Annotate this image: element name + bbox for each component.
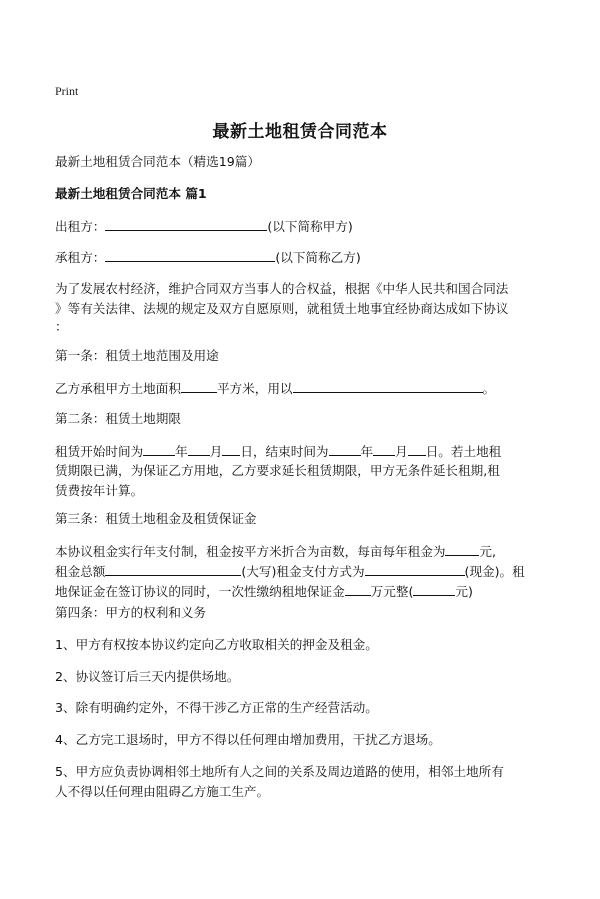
article-4-item-5-line-2: 人不得以任何理由阻碍乙方施工生产。 <box>55 784 270 799</box>
article-2-text-end: 日。若土地租 <box>425 444 502 459</box>
deposit-unit-label: 万元整( <box>370 584 414 599</box>
article-2-title: 第二条：租赁土地期限 <box>55 411 181 426</box>
article-3-title: 第三条：租赁土地租金及租赁保证金 <box>55 511 257 526</box>
article-4-item-3: 3、除有明确约定外，不得干涉乙方正常的生产经营活动。 <box>55 700 378 715</box>
lessee-blank <box>105 247 275 262</box>
start-year-blank <box>143 441 175 456</box>
area-blank <box>181 378 217 393</box>
lease-start-label: 租赁开始时间为 <box>55 444 144 459</box>
article-3-line-3 <box>55 581 550 601</box>
payment-method-label: (大写)租金支付方式为 <box>241 564 365 579</box>
article-2-line-1 <box>55 441 550 461</box>
month-label: 月 <box>395 444 408 459</box>
article-2-line-3: 赁费按年计算。 <box>55 483 144 498</box>
lessor-suffix: (以下简称甲方) <box>267 219 353 234</box>
article-4-item-2: 2、协议签订后三天内提供场地。 <box>55 669 240 684</box>
deposit-amount-blank <box>345 581 371 596</box>
article-3-line-2-end: (现金)。租 <box>464 564 525 579</box>
end-year-blank <box>329 441 361 456</box>
lessor-label: 出租方： <box>55 219 106 234</box>
lessee-line <box>55 247 550 267</box>
year-label: 年 <box>360 444 374 459</box>
article-2-line-2: 赁期限已满，为保证乙方用地，乙方要求延长租赁期限，甲方无条件延长租期,租 <box>55 463 500 478</box>
lessee-label: 承租方： <box>55 250 106 265</box>
rent-total-label: 租金总额 <box>55 564 106 579</box>
deposit-close: 元) <box>455 584 473 599</box>
article-1-text-a: 乙方承租甲方土地面积 <box>55 381 181 396</box>
lessor-line <box>55 216 550 236</box>
lessee-suffix: (以下简称乙方) <box>275 250 361 265</box>
start-month-blank <box>188 441 210 456</box>
article-1-title: 第一条：租赁土地范围及用途 <box>55 348 219 363</box>
deposit-label: 地保证金在签订协议的同时，一次性缴纳租地保证金 <box>55 584 345 599</box>
intro-line-1: 为了发展农村经济，维护合同双方当事人的合权益，根据《中华人民共和国合同法 <box>55 281 509 296</box>
lease-end-label: 日，结束时间为 <box>240 444 329 459</box>
intro-line-2: 》等有关法律、法规的规定及双方自愿原则，就租赁土地事宜经协商达成如下协议 <box>55 301 509 316</box>
end-month-blank <box>373 441 395 456</box>
rent-rate-label: 本协议租金实行年支付制，租金按平方米折合为亩数，每亩每年租金为 <box>55 544 446 559</box>
article-1-text-c: 。 <box>482 381 496 396</box>
rent-total-blank <box>105 561 241 576</box>
article-1-body <box>55 378 550 398</box>
section-heading: 最新土地租赁合同范本 篇1 <box>55 186 207 201</box>
year-label: 年 <box>175 444 188 459</box>
rent-rate-blank <box>445 541 479 556</box>
payment-method-blank <box>365 561 465 576</box>
purpose-blank <box>293 378 483 393</box>
article-1-text-b: 平方米，用以 <box>216 381 293 396</box>
print-label: Print <box>55 84 79 98</box>
lessor-blank <box>105 216 267 231</box>
article-4-title: 第四条：甲方的权利和义务 <box>55 605 207 620</box>
article-3-line-1 <box>55 541 550 561</box>
article-4-item-1: 1、甲方有权按本协议约定向乙方收取相关的押金及租金。 <box>55 637 378 652</box>
article-4-item-5-line-1: 5、甲方应负责协调相邻土地所有人之间的关系及周边道路的使用，相邻土地所有 <box>55 764 504 779</box>
end-day-blank <box>408 441 426 456</box>
start-day-blank <box>222 441 240 456</box>
month-label: 月 <box>209 444 223 459</box>
yuan-label: 元, <box>479 544 497 559</box>
article-3-line-2 <box>55 561 550 581</box>
document-subtitle: 最新土地租赁合同范本（精选19篇） <box>55 154 260 169</box>
article-4-item-4: 4、乙方完工退场时，甲方不得以任何理由增加费用，干扰乙方退场。 <box>55 732 441 747</box>
deposit-yuan-blank <box>413 581 455 596</box>
document-title: 最新土地租赁合同范本 <box>212 122 388 142</box>
intro-line-3: ： <box>55 319 68 334</box>
